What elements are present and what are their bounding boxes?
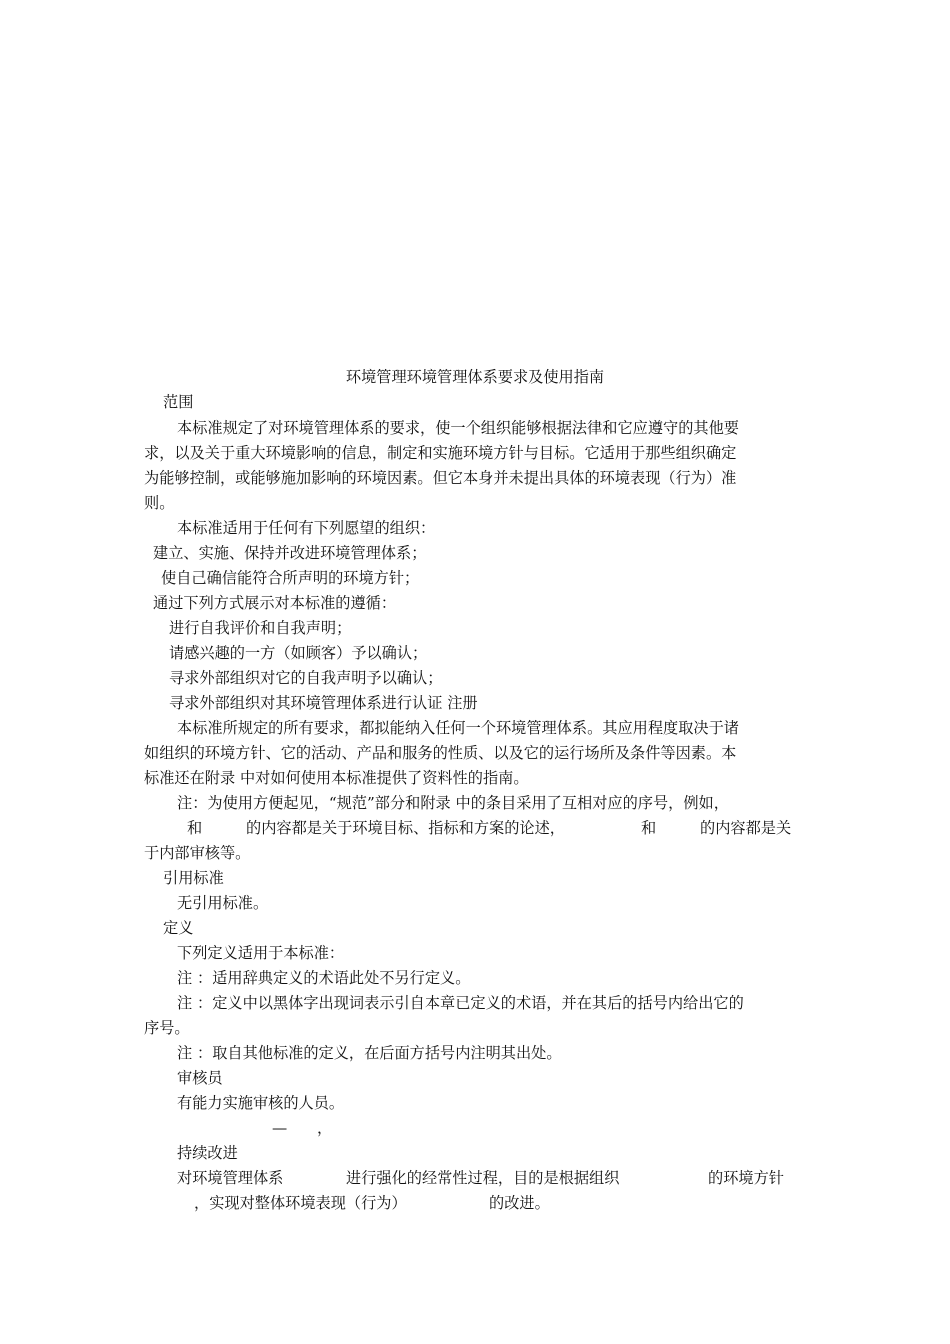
note-segment-a: 的内容都是关于环境目标、指标和方案的论述，: [246, 819, 565, 837]
note-and-2: 和: [641, 819, 657, 837]
ci-definition-part-b: 进行强化的经常性过程，目的是根据组织: [346, 1169, 620, 1187]
heading-defs: 定义: [163, 919, 194, 937]
wish-item-1: 建立、实施、保持并改进环境管理体系；: [153, 544, 427, 562]
def-note-3: 注 ：取自其他标准的定义，在后面方括号内注明其出处。: [177, 1044, 562, 1062]
def-note-1: 注 ：适用辞典定义的术语此处不另行定义。: [177, 969, 471, 987]
ci-definition-part-a: 对环境管理体系: [177, 1169, 284, 1187]
integration-line-1: 本标准所规定的所有要求，都拟能纳入任何一个环境管理体系。其应用程度取决于诸: [177, 719, 739, 737]
note-and-1: 和: [187, 819, 203, 837]
scope-line-3: 为能够控制，或能够施加影响的环境因素。但它本身并未提出具体的环境表现（行为）准: [144, 469, 737, 487]
applicable-intro: 本标准适用于任何有下列愿望的组织：: [177, 519, 436, 537]
document-title: 环境管理环境管理体系要求及使用指南: [345, 368, 605, 386]
ci-definition-part-c: 的环境方针: [708, 1169, 784, 1187]
auditor-definition: 有能力实施审核的人员。: [177, 1094, 345, 1112]
integration-line-2: 如组织的环境方针、它的活动、产品和服务的性质、以及它的运行场所及条件等因素。本: [144, 744, 737, 762]
wish-item-2: 使自己确信能符合所声明的环境方针；: [161, 569, 420, 587]
heading-refs: 引用标准: [163, 869, 224, 887]
term-auditor: 审核员: [177, 1069, 223, 1087]
heading-scope: 范围: [163, 393, 194, 411]
refs-text: 无引用标准。: [177, 894, 269, 912]
def-note-2: 注 ：定义中以黑体字出现词表示引自本章已定义的术语，并在其后的括号内给出它的: [177, 994, 744, 1012]
term-continual-improvement: 持续改进: [177, 1144, 238, 1162]
scope-line-4: 则。: [144, 494, 175, 512]
note-line-3: 于内部审核等。: [144, 844, 251, 862]
integration-line-3: 标准还在附录 中对如何使用本标准提供了资料性的指南。: [144, 769, 529, 787]
scope-line-1: 本标准规定了对环境管理体系的要求，使一个组织能够根据法律和它应遵守的其他要: [177, 419, 739, 437]
note-line-1: 注：为使用方便起见，“规范”部分和附录 中的条目采用了互相对应的序号，例如，: [177, 794, 729, 812]
method-item-4: 寻求外部组织对其环境管理体系进行认证 注册: [169, 694, 478, 712]
method-item-1: 进行自我评价和自我声明；: [169, 619, 352, 637]
ci-definition2-part-a: ，实现对整体环境表现（行为）: [194, 1194, 407, 1212]
scope-line-2: 求，以及关于重大环境影响的信息，制定和实施环境方针与目标。它适用于那些组织确定: [144, 444, 737, 462]
ci-definition2-part-b: 的改进。: [489, 1194, 550, 1212]
def-note-2-cont: 序号。: [144, 1019, 190, 1037]
auditor-ref-dash: —: [272, 1119, 288, 1137]
wish-item-3: 通过下列方式展示对本标准的遵循：: [153, 594, 396, 612]
auditor-ref-comma: ，: [317, 1119, 333, 1137]
defs-intro: 下列定义适用于本标准：: [177, 944, 345, 962]
note-segment-b: 的内容都是关: [700, 819, 792, 837]
method-item-2: 请感兴趣的一方（如顾客）予以确认；: [169, 644, 428, 662]
method-item-3: 寻求外部组织对它的自我声明予以确认；: [169, 669, 443, 687]
